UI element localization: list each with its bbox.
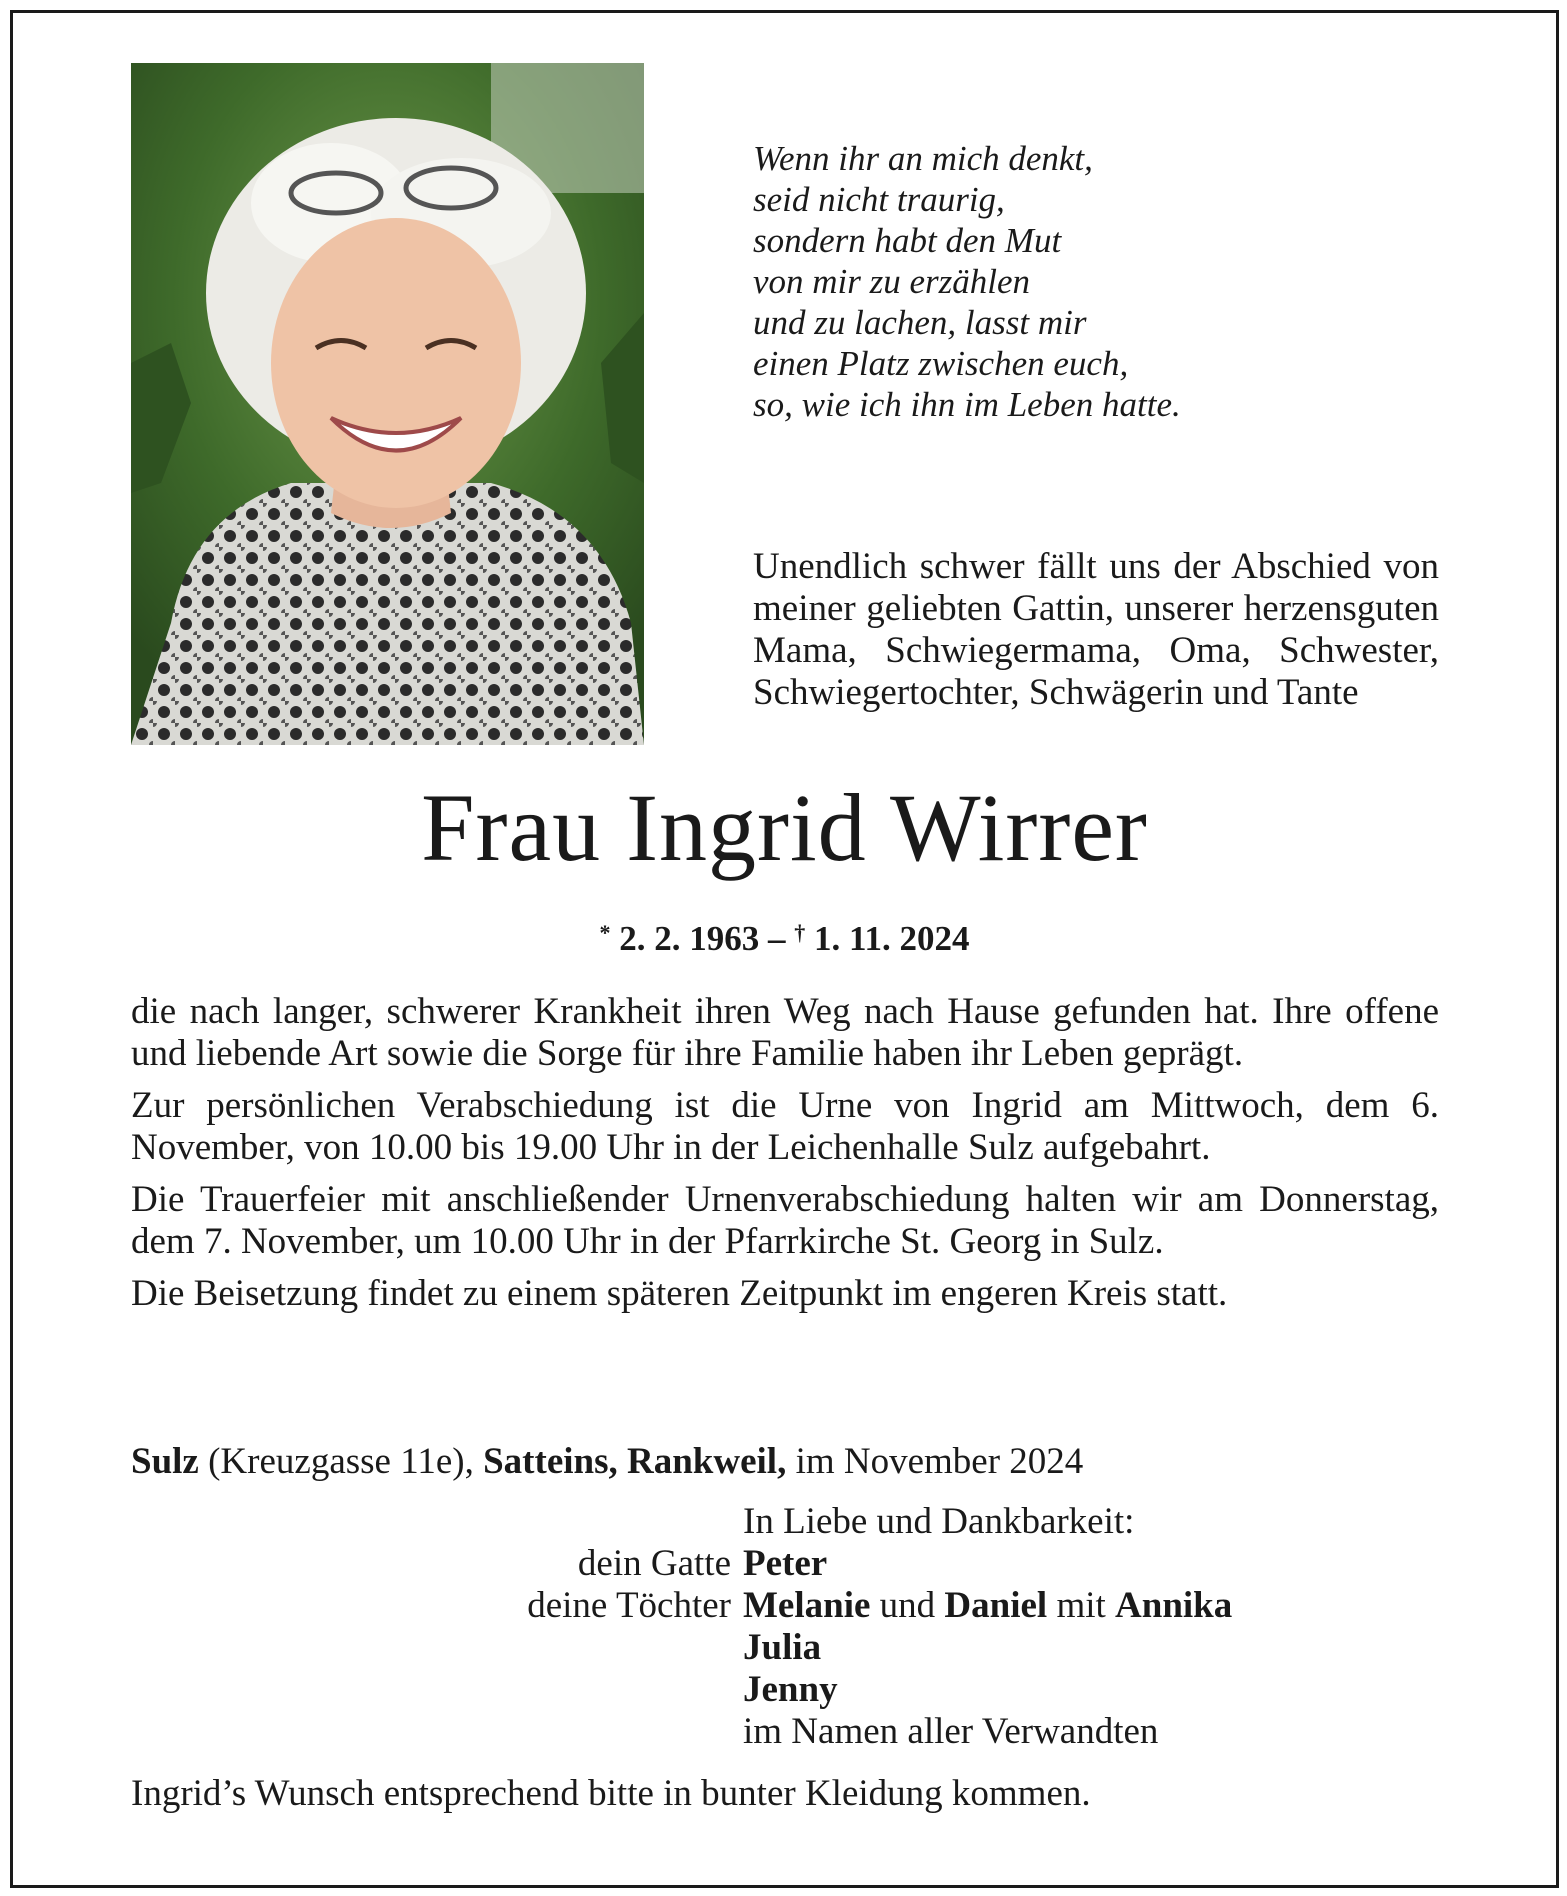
- poem-line: so, wie ich ihn im Leben hatte.: [753, 385, 1181, 424]
- paragraph: die nach langer, schwerer Krankheit ihren Weg nach Hause gefunden hat. Ihre offene und liebende Art sowie die Sorge für ihre Familie haben ihr Leben geprägt.: [131, 991, 1439, 1074]
- poem: [753, 138, 1473, 425]
- signature-row: [131, 1585, 1439, 1627]
- signature-row: [131, 1711, 1439, 1753]
- announcement-body: [131, 991, 1439, 1325]
- portrait-photo: [131, 63, 644, 745]
- signature-block: [131, 1501, 1439, 1753]
- signature-heading: In Liebe und Dankbarkeit:: [743, 1501, 1135, 1542]
- husband-name: Peter: [743, 1543, 828, 1584]
- poem-line: und zu lachen, lasst mir: [753, 303, 1087, 342]
- paragraph: Die Trauerfeier mit anschließender Urnenverabschiedung halten wir am Donnerstag, dem 7. November, um 10.00 Uhr in der Pfarrkirche St. Georg in Sulz.: [131, 1179, 1439, 1262]
- birth-symbol: *: [599, 920, 611, 945]
- date-separator: –: [767, 919, 786, 958]
- portrait-illustration: [131, 63, 644, 745]
- husband-label: dein Gatte: [577, 1543, 731, 1584]
- poem-line: Wenn ihr an mich denkt,: [753, 139, 1093, 178]
- daughter-name: Jenny: [743, 1669, 838, 1710]
- place-and-date: [131, 1441, 1439, 1483]
- signature-heading-row: [131, 1501, 1439, 1543]
- birth-date: 2. 2. 1963: [619, 919, 760, 958]
- daughter-name: Julia: [743, 1627, 822, 1668]
- place-address: (Kreuzgasse 11e),: [198, 1441, 484, 1482]
- place-towns: Satteins, Rankweil,: [483, 1441, 787, 1482]
- poem-line: seid nicht traurig,: [753, 180, 1005, 219]
- signature-row: [131, 1669, 1439, 1711]
- signature-row: [131, 1543, 1439, 1585]
- obituary-card: [10, 10, 1559, 1888]
- life-dates: [13, 913, 1556, 959]
- poem-line: von mir zu erzählen: [753, 262, 1031, 301]
- daughters-label: deine Töchter: [527, 1585, 731, 1626]
- conjunction: und: [870, 1585, 945, 1626]
- death-date: 1. 11. 2024: [813, 919, 970, 958]
- dress-wish: Ingrid’s Wunsch entsprechend bitte in bunter Kleidung kommen.: [131, 1773, 1091, 1814]
- paragraph: Die Beisetzung findet zu einem späteren Zeitpunkt im engeren Kreis statt.: [131, 1273, 1228, 1314]
- paragraph: Zur persönlichen Verabschiedung ist die Urne von Ingrid am Mittwoch, dem 6. November, von 10.00 bis 19.00 Uhr in der Leichenhalle Sulz aufgebahrt.: [131, 1085, 1439, 1168]
- deceased-name: Frau Ingrid Wirrer: [421, 774, 1148, 881]
- signature-row: [131, 1627, 1439, 1669]
- conjunction: mit: [1047, 1585, 1116, 1626]
- grandchild-name: Annika: [1115, 1585, 1233, 1626]
- place-town: Sulz: [131, 1441, 199, 1482]
- poem-line: einen Platz zwischen euch,: [753, 344, 1129, 383]
- intro-text: Unendlich schwer fällt uns der Abschied von meiner geliebten Gattin, unserer herzensguten Mama, Schwiegermama, Oma, Schwester, Schwiegertochter, Schwägerin und Tante: [753, 546, 1439, 713]
- poem-line: sondern habt den Mut: [753, 221, 1062, 260]
- signature-closing: im Namen aller Verwandten: [743, 1711, 1159, 1752]
- place-date: im November 2024: [786, 1441, 1084, 1482]
- death-symbol: †: [794, 920, 806, 945]
- daughter-name: Melanie: [743, 1585, 871, 1626]
- partner-name: Daniel: [944, 1585, 1048, 1626]
